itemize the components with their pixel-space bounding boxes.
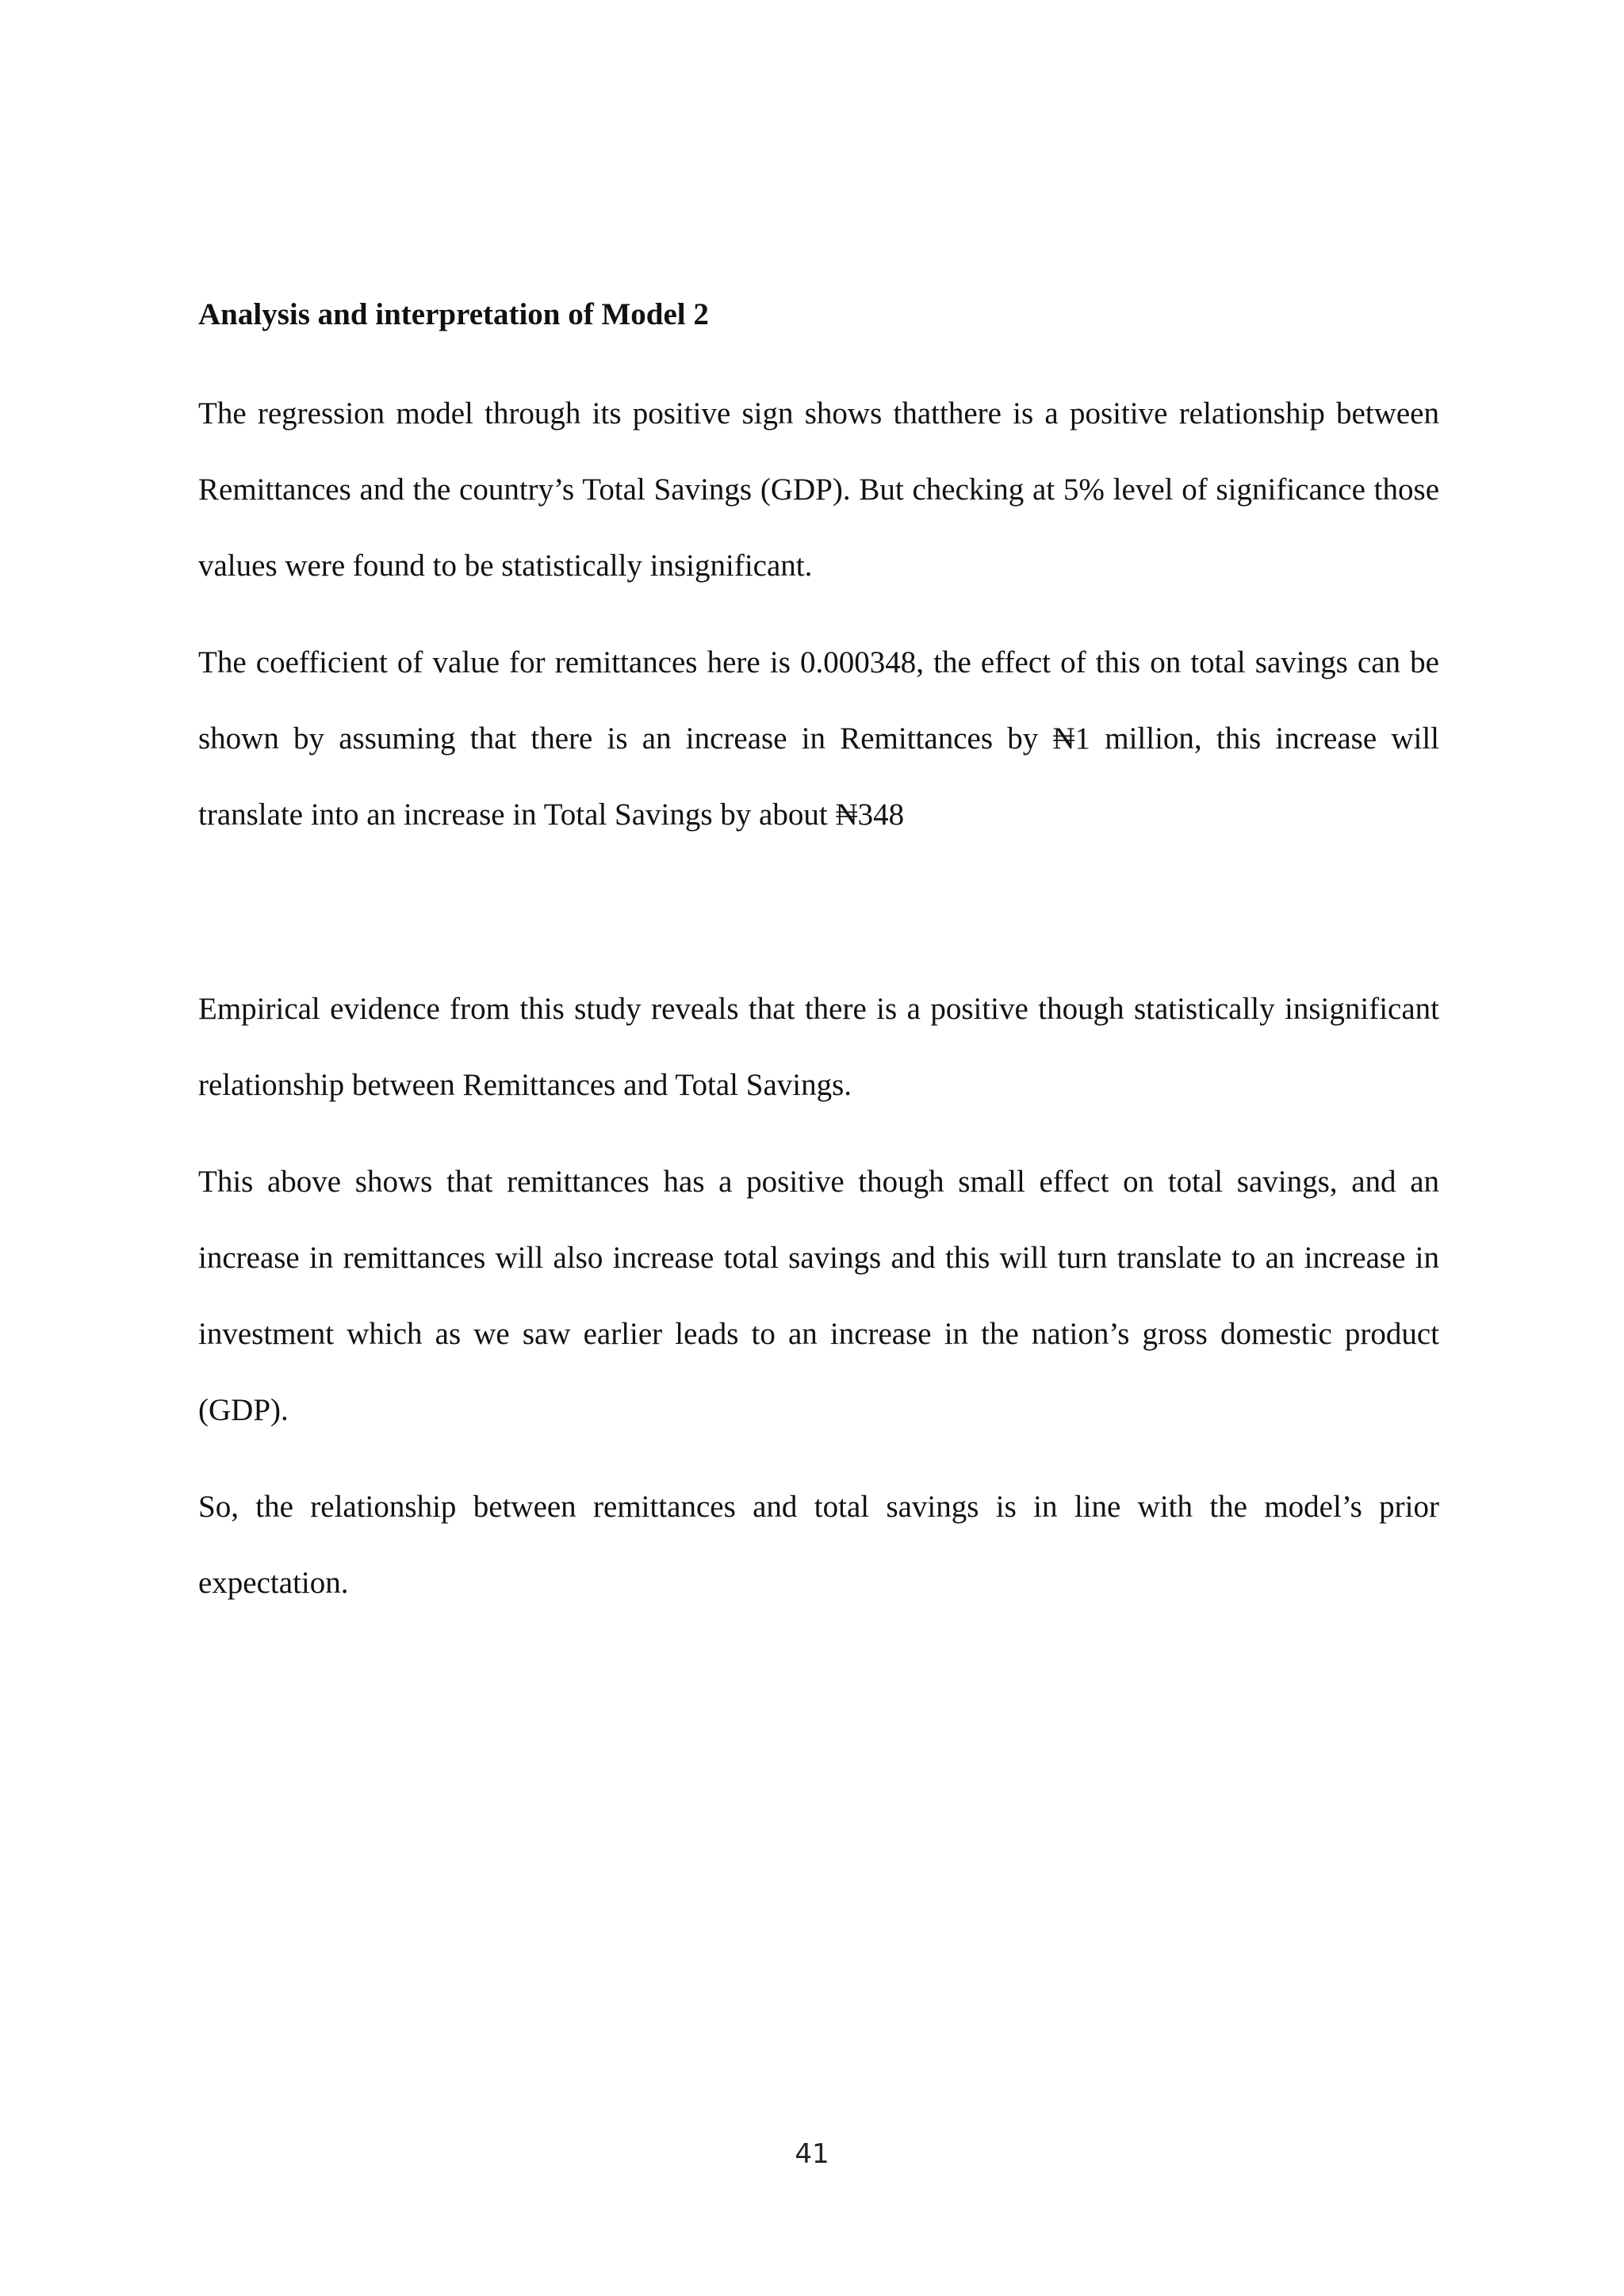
paragraph-conclusion: So, the relationship between remittances and total savings is in line with the model’s prior expectation. (198, 1490, 1439, 1600)
paragraph-empirical-evidence: Empirical evidence from this study reveals that there is a positive though statistically insignificant relationship between Remittances and Total Savings. (198, 992, 1439, 1102)
paragraph-coefficient: The coefficient of value for remittances here is 0.000348, the effect of this on total savings can be shown by assuming that there is an increase in Remittances by ₦1 million, this increase will translate into an increase in Total Savings by about ₦348 (198, 645, 1439, 832)
paragraph-effect-on-savings: This above shows that remittances has a positive though small effect on total savings, and an increase in remittances will also increase total savings and this will turn translate to an increase in investment which as we saw earlier leads to an increase in the nation’s gross domestic product (GDP). (198, 1165, 1439, 1427)
page-number: 41 (795, 2138, 829, 2170)
section-heading: Analysis and interpretation of Model 2 (198, 297, 709, 331)
paragraph-regression-sign: The regression model through its positive sign shows thatthere is a positive relationship between Remittances and the country’s Total Savings (GDP). But checking at 5% level of significance those values were found to be statistically insignificant. (198, 396, 1439, 583)
